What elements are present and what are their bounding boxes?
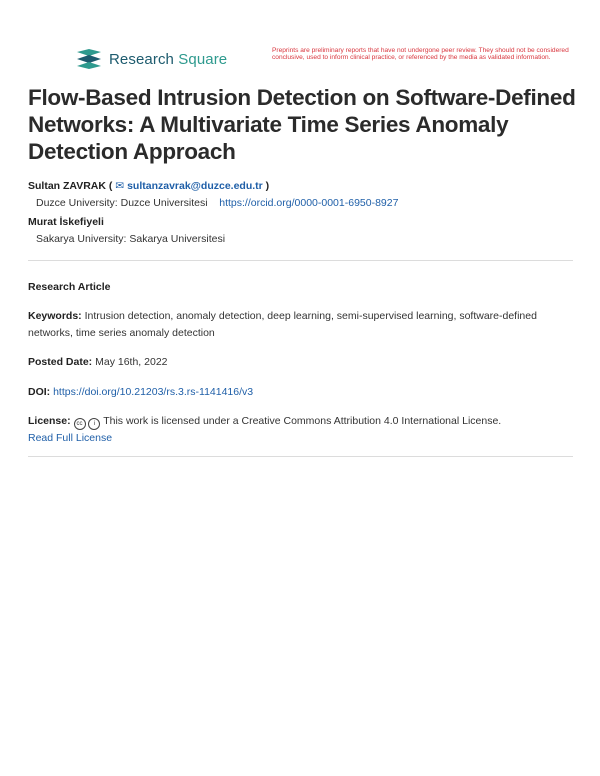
research-square-logo-icon [75, 48, 103, 70]
author-2-affiliation: Sakarya University: Sakarya Universitesi [36, 233, 226, 245]
posted-date: Posted Date: May 16th, 2022 [28, 356, 168, 368]
preprint-notice: Preprints are preliminary reports that have not undergone peer review. They should not be considered conclusive, used to inform clinical practice, or referenced by the media as validated information. [272, 47, 569, 62]
cc-icon: cc [74, 418, 86, 430]
logo-text: Research Square [109, 50, 228, 68]
research-square-logo [75, 48, 227, 70]
author-email-link[interactable]: ✉ sultanzavrak@duzce.edu.tr [115, 180, 263, 192]
keywords: Keywords: Intrusion detection, anomaly detection, deep learning, semi-supervised learning, software-defined networks, time series anomaly detection [28, 310, 537, 339]
by-icon: i [88, 418, 100, 430]
author-name: Murat İskefiyeli [28, 216, 104, 228]
author-1-affiliation: Duzce University: Duzce Universitesi https://orcid.org/0000-0001-6950-8927 [36, 197, 399, 209]
doi-link[interactable]: https://doi.org/10.21203/rs.3.rs-1141416/v3 [53, 386, 254, 398]
read-full-license-link[interactable]: Read Full License [28, 432, 113, 444]
divider [28, 260, 573, 261]
doi: DOI: https://doi.org/10.21203/rs.3.rs-1141416/v3 [28, 386, 254, 398]
author-name: Sultan ZAVRAK [28, 180, 106, 192]
license: License: cc i This work is licensed under a Creative Commons Attribution 4.0 International License. Read Full License [28, 415, 502, 444]
divider [28, 456, 573, 457]
article-type: Research Article [28, 281, 111, 293]
envelope-icon: ✉ [115, 180, 125, 192]
author-2 [28, 216, 104, 228]
orcid-link[interactable]: https://orcid.org/0000-0001-6950-8927 [219, 197, 399, 209]
author-1: Sultan ZAVRAK ( ✉ sultanzavrak@duzce.edu.tr ) [28, 180, 270, 192]
paper-title: Flow-Based Intrusion Detection on Software-Defined Networks: A Multivariate Time Series Anomaly Detection Approach [28, 85, 576, 164]
